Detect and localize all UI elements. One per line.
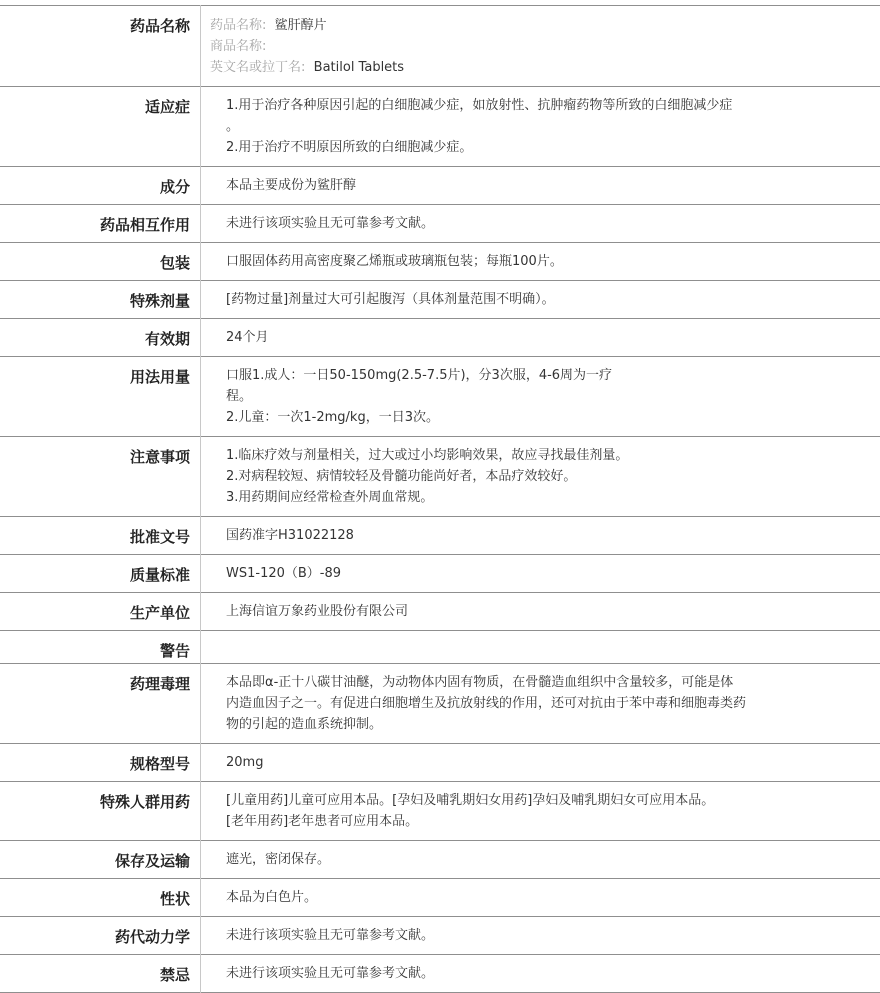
- info-row: [0, 879, 880, 917]
- info-row: [0, 243, 880, 281]
- row-label: 生产单位: [0, 593, 201, 631]
- row-value: [201, 243, 880, 281]
- row-value: [201, 205, 880, 243]
- row-value-line: 本品主要成份为鲨肝醇: [226, 175, 790, 196]
- row-label: 性状: [0, 879, 201, 917]
- row-value: [201, 841, 880, 879]
- row-value-line: 1.用于治疗各种原因引起的白细胞减少症，如放射性、抗肿瘤药物等所致的白细胞减少症: [226, 95, 790, 116]
- generic-name-value: 鲨肝醇片: [275, 18, 327, 33]
- info-row: [0, 841, 880, 879]
- row-value-line: 2.用于治疗不明原因所致的白细胞减少症。: [226, 137, 790, 158]
- row-value-line: 上海信谊万象药业股份有限公司: [226, 601, 790, 622]
- english-name-label: 英文名或拉丁名:: [210, 60, 305, 75]
- trade-name-spacer: [266, 39, 274, 54]
- drug-info-table: [0, 5, 880, 993]
- info-row: [0, 593, 880, 631]
- trade-name-line: [210, 36, 790, 57]
- info-row: [0, 664, 880, 744]
- row-value-line: 物的引起的造血系统抑制。: [226, 714, 790, 735]
- row-value-line: 本品为白色片。: [226, 887, 790, 908]
- row-label: 规格型号: [0, 744, 201, 782]
- info-row: [0, 517, 880, 555]
- info-row: [0, 917, 880, 955]
- row-value-line: 口服1.成人：一日50-150mg(2.5-7.5片)，分3次服，4-6周为一疗: [226, 365, 790, 386]
- row-value-line: WS1-120（B）-89: [226, 563, 790, 584]
- row-label: 批准文号: [0, 517, 201, 555]
- row-value-line: [药物过量]剂量过大可引起腹泻（具体剂量范围不明确）。: [226, 289, 790, 310]
- drug-info-sheet: [0, 5, 880, 993]
- row-value: [201, 744, 880, 782]
- row-value: [201, 593, 880, 631]
- info-row: [0, 281, 880, 319]
- row-value: [201, 87, 880, 167]
- row-value: [201, 879, 880, 917]
- row-value-line: 。: [226, 116, 790, 137]
- row-label: 药品相互作用: [0, 205, 201, 243]
- generic-name-line: [210, 15, 790, 36]
- info-row: [0, 744, 880, 782]
- row-label: 用法用量: [0, 357, 201, 437]
- row-value-line: [儿童用药]儿童可应用本品。[孕妇及哺乳期妇女用药]孕妇及哺乳期妇女可应用本品。: [226, 790, 790, 811]
- info-row: [0, 555, 880, 593]
- row-value: [201, 319, 880, 357]
- row-label: 特殊人群用药: [0, 782, 201, 841]
- info-row: [0, 437, 880, 517]
- row-value-line: 国药准字H31022128: [226, 525, 790, 546]
- english-name-line: [210, 57, 790, 78]
- info-row: [0, 631, 880, 664]
- drug-info-body: [0, 6, 880, 993]
- row-value-line: 遮光，密闭保存。: [226, 849, 790, 870]
- row-value-line: 24个月: [226, 327, 790, 348]
- info-row: [0, 782, 880, 841]
- row-value: [201, 6, 880, 87]
- row-value-line: 程。: [226, 386, 790, 407]
- row-label: 药代动力学: [0, 917, 201, 955]
- row-value-line: 内造血因子之一。有促进白细胞增生及抗放射线的作用，还可对抗由于苯中毒和细胞毒类药: [226, 693, 790, 714]
- row-value-line: 2.儿童：一次1-2mg/kg，一日3次。: [226, 407, 790, 428]
- row-value-line: 口服固体药用高密度聚乙烯瓶或玻璃瓶包装；每瓶100片。: [226, 251, 790, 272]
- english-name-value: Batilol Tablets: [314, 60, 404, 75]
- info-row: [0, 955, 880, 993]
- row-label: 禁忌: [0, 955, 201, 993]
- generic-name-label: 药品名称:: [210, 18, 266, 33]
- row-value: [201, 782, 880, 841]
- row-value-line: 20mg: [226, 752, 790, 773]
- row-value-line: 3.用药期间应经常检查外周血常规。: [226, 487, 790, 508]
- row-value: [201, 664, 880, 744]
- row-label: 警告: [0, 631, 201, 664]
- info-row: [0, 205, 880, 243]
- row-value: [201, 517, 880, 555]
- info-row: [0, 167, 880, 205]
- info-row: [0, 319, 880, 357]
- english-name-spacer: [305, 60, 313, 75]
- row-label: 适应症: [0, 87, 201, 167]
- row-value-line: 2.对病程较短、病情较轻及骨髓功能尚好者，本品疗效较好。: [226, 466, 790, 487]
- row-label: 包装: [0, 243, 201, 281]
- row-value: [201, 167, 880, 205]
- info-row: [0, 87, 880, 167]
- row-label: 成分: [0, 167, 201, 205]
- row-value: [201, 955, 880, 993]
- row-drug-name: [0, 6, 880, 87]
- row-value-line: 1.临床疗效与剂量相关，过大或过小均影响效果，故应寻找最佳剂量。: [226, 445, 790, 466]
- info-row: [0, 357, 880, 437]
- generic-name-spacer: [266, 18, 274, 33]
- row-label: 药理毒理: [0, 664, 201, 744]
- row-label: 特殊剂量: [0, 281, 201, 319]
- row-value: [201, 281, 880, 319]
- row-value: [201, 357, 880, 437]
- row-value: [201, 555, 880, 593]
- row-label: 药品名称: [0, 6, 201, 87]
- row-label: 质量标准: [0, 555, 201, 593]
- row-value: [201, 631, 880, 664]
- row-label: 注意事项: [0, 437, 201, 517]
- row-value-line: 本品即α-正十八碳甘油醚，为动物体内固有物质，在骨髓造血组织中含量较多，可能是体: [226, 672, 790, 693]
- trade-name-label: 商品名称:: [210, 39, 266, 54]
- row-value: [201, 437, 880, 517]
- row-label: 有效期: [0, 319, 201, 357]
- row-value-line: 未进行该项实验且无可靠参考文献。: [226, 213, 790, 234]
- row-value-line: 未进行该项实验且无可靠参考文献。: [226, 963, 790, 984]
- row-value-line: 未进行该项实验且无可靠参考文献。: [226, 925, 790, 946]
- row-value: [201, 917, 880, 955]
- row-label: 保存及运输: [0, 841, 201, 879]
- row-value-line: [老年用药]老年患者可应用本品。: [226, 811, 790, 832]
